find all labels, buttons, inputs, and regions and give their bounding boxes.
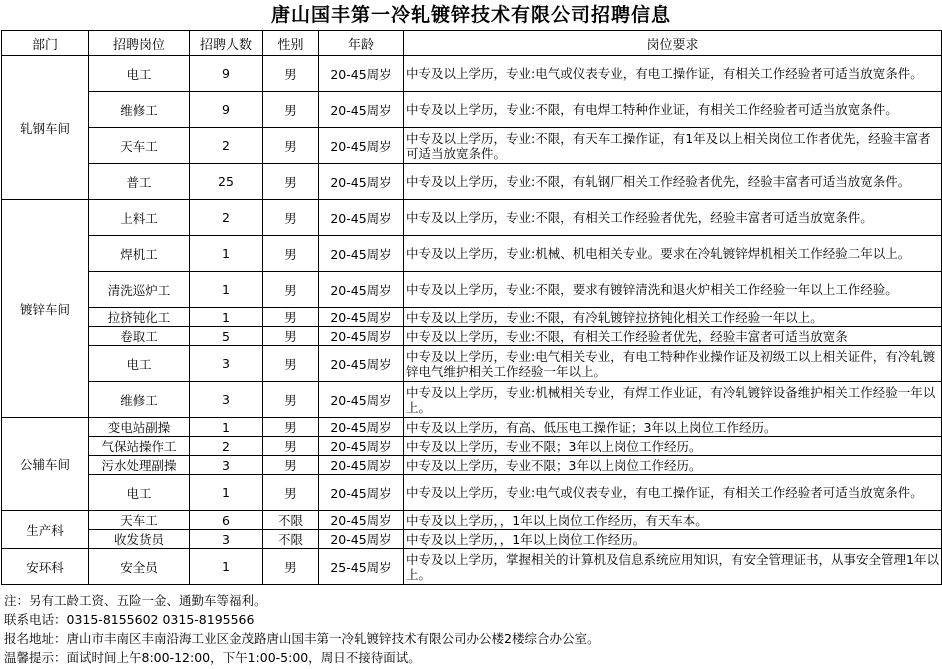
table-row xyxy=(2,511,942,530)
age-cell: 20-45周岁 xyxy=(319,272,404,308)
count-cell: 1 xyxy=(190,475,263,511)
table-body xyxy=(2,56,942,585)
requirement-cell: 中专及以上学历，，1年以上岗位工作经历。 xyxy=(404,530,942,549)
gender-cell: 不限 xyxy=(263,511,319,530)
gender-cell: 男 xyxy=(263,418,319,437)
gender-cell: 男 xyxy=(263,308,319,327)
gender-cell: 男 xyxy=(263,382,319,418)
age-cell: 20-45周岁 xyxy=(319,475,404,511)
gender-cell: 男 xyxy=(263,327,319,346)
gender-cell: 男 xyxy=(263,236,319,272)
age-cell: 25-45周岁 xyxy=(319,549,404,585)
count-cell: 25 xyxy=(190,164,263,200)
age-cell: 20-45周岁 xyxy=(319,164,404,200)
gender-cell: 男 xyxy=(263,56,319,92)
age-cell: 20-45周岁 xyxy=(319,128,404,164)
post-cell: 焊机工 xyxy=(89,236,190,272)
recruitment-table xyxy=(1,30,942,585)
note-line: 注：另有工龄工资、五险一金、通勤车等福利。 xyxy=(4,593,267,608)
header-count: 招聘人数 xyxy=(190,31,263,56)
count-cell: 5 xyxy=(190,327,263,346)
age-cell: 20-45周岁 xyxy=(319,346,404,382)
note-line: 报名地址：唐山市丰南区丰南沿海工业区金茂路唐山国丰第一冷轧镀锌技术有限公司办公楼2楼综合办公室。 xyxy=(4,631,600,646)
note-line: 温馨提示：面试时间上午8:00-12:00，下午1:00-5:00，周日不接待面试。 xyxy=(4,650,421,665)
header-department: 部门 xyxy=(2,31,89,56)
count-cell: 3 xyxy=(190,382,263,418)
page-title: 唐山国丰第一冷轧镀锌技术有限公司招聘信息 xyxy=(270,4,671,26)
gender-cell: 男 xyxy=(263,549,319,585)
age-cell: 20-45周岁 xyxy=(319,308,404,327)
post-cell: 清洗巡炉工 xyxy=(89,272,190,308)
post-cell: 电工 xyxy=(89,475,190,511)
table-row xyxy=(2,92,942,128)
post-cell: 上料工 xyxy=(89,200,190,236)
department-cell: 公辅车间 xyxy=(2,418,89,511)
age-cell: 20-45周岁 xyxy=(319,418,404,437)
age-cell: 20-45周岁 xyxy=(319,382,404,418)
requirement-cell: 中专及以上学历，专业:不限，要求有镀锌清洗和退火炉相关工作经验一年以上工作经验。 xyxy=(404,272,942,308)
department-cell: 镀锌车间 xyxy=(2,200,89,418)
table-row xyxy=(2,456,942,475)
table-row xyxy=(2,327,942,346)
gender-cell: 男 xyxy=(263,200,319,236)
post-cell: 维修工 xyxy=(89,92,190,128)
count-cell: 1 xyxy=(190,272,263,308)
requirement-cell: 中专及以上学历，专业:电气或仪表专业，有电工操作证，有相关工作经验者可适当放宽条件。 xyxy=(404,56,942,92)
table-row xyxy=(2,164,942,200)
age-cell: 20-45周岁 xyxy=(319,92,404,128)
table-row xyxy=(2,308,942,327)
age-cell: 20-45周岁 xyxy=(319,236,404,272)
gender-cell: 不限 xyxy=(263,530,319,549)
requirement-cell: 中专及以上学历，专业:不限，有电焊工特种作业证，有相关工作经验者可适当放宽条件。 xyxy=(404,92,942,128)
age-cell: 20-45周岁 xyxy=(319,511,404,530)
department-cell: 生产科 xyxy=(2,511,89,549)
post-cell: 维修工 xyxy=(89,382,190,418)
age-cell: 20-45周岁 xyxy=(319,456,404,475)
table-row xyxy=(2,475,942,511)
post-cell: 电工 xyxy=(89,56,190,92)
age-cell: 20-45周岁 xyxy=(319,56,404,92)
post-cell: 安全员 xyxy=(89,549,190,585)
table-header-row xyxy=(2,31,942,56)
notes-section xyxy=(0,591,942,667)
header-age: 年龄 xyxy=(319,31,404,56)
table-row xyxy=(2,272,942,308)
requirement-cell: 中专及以上学历，专业:电气相关专业，有电工特种作业操作证及初级工以上相关证件，有冷轧镀锌电气维护相关工作经验一年以上。 xyxy=(404,346,942,382)
post-cell: 普工 xyxy=(89,164,190,200)
header-gender: 性别 xyxy=(263,31,319,56)
requirement-cell: 中专及以上学历，掌握相关的计算机及信息系统应用知识，有安全管理证书，从事安全管理1年以上。 xyxy=(404,549,942,585)
post-cell: 收发货员 xyxy=(89,530,190,549)
requirement-cell: 中专及以上学历，专业:机械相关专业，有焊工作业证，有冷轧镀锌设备维护相关工作经验一年以上。 xyxy=(404,382,942,418)
gender-cell: 男 xyxy=(263,475,319,511)
age-cell: 20-45周岁 xyxy=(319,530,404,549)
count-cell: 3 xyxy=(190,456,263,475)
header-post: 招聘岗位 xyxy=(89,31,190,56)
gender-cell: 男 xyxy=(263,164,319,200)
table-row xyxy=(2,549,942,585)
count-cell: 3 xyxy=(190,530,263,549)
gender-cell: 男 xyxy=(263,437,319,456)
requirement-cell: 中专及以上学历，专业:不限，有天车工操作证，有1年及以上相关岗位工作者优先，经验丰富者可适当放宽条件。 xyxy=(404,128,942,164)
requirement-cell: 中专及以上学历，专业:不限，有相关工作经验者优先，经验丰富者可适当放宽条件。 xyxy=(404,200,942,236)
department-cell: 轧钢车间 xyxy=(2,56,89,200)
gender-cell: 男 xyxy=(263,128,319,164)
table-row xyxy=(2,418,942,437)
gender-cell: 男 xyxy=(263,92,319,128)
age-cell: 20-45周岁 xyxy=(319,200,404,236)
requirement-cell: 中专及以上学历，有高、低压电工操作证；3年以上岗位工作经历。 xyxy=(404,418,942,437)
age-cell: 20-45周岁 xyxy=(319,437,404,456)
department-cell: 安环科 xyxy=(2,549,89,585)
post-cell: 污水处理副操 xyxy=(89,456,190,475)
post-cell: 电工 xyxy=(89,346,190,382)
header-requirement: 岗位要求 xyxy=(404,31,942,56)
post-cell: 卷取工 xyxy=(89,327,190,346)
table-row xyxy=(2,382,942,418)
count-cell: 1 xyxy=(190,308,263,327)
post-cell: 气保站操作工 xyxy=(89,437,190,456)
count-cell: 2 xyxy=(190,437,263,456)
requirement-cell: 中专及以上学历，，1年以上岗位工作经历，有天车本。 xyxy=(404,511,942,530)
table-row xyxy=(2,346,942,382)
requirement-cell: 中专及以上学历，专业:机械、机电相关专业。要求在冷轧镀锌焊机相关工作经验二年以上。 xyxy=(404,236,942,272)
age-cell: 20-45周岁 xyxy=(319,327,404,346)
count-cell: 9 xyxy=(190,92,263,128)
table-row xyxy=(2,200,942,236)
table-row xyxy=(2,530,942,549)
gender-cell: 男 xyxy=(263,456,319,475)
post-cell: 变电站副操 xyxy=(89,418,190,437)
table-row xyxy=(2,128,942,164)
requirement-cell: 中专及以上学历，专业不限；3年以上岗位工作经历。 xyxy=(404,456,942,475)
count-cell: 3 xyxy=(190,346,263,382)
requirement-cell: 中专及以上学历，专业:不限，有轧钢厂相关工作经验者优先，经验丰富者可适当放宽条件。 xyxy=(404,164,942,200)
requirement-cell: 中专及以上学历，专业:不限，有冷轧镀锌拉挤钝化相关工作经验一年以上。 xyxy=(404,308,942,327)
post-cell: 拉挤钝化工 xyxy=(89,308,190,327)
post-cell: 天车工 xyxy=(89,128,190,164)
table-row xyxy=(2,437,942,456)
count-cell: 2 xyxy=(190,128,263,164)
note-line: 联系电话：0315-8155602 0315-8195566 xyxy=(4,612,255,627)
table-row xyxy=(2,56,942,92)
gender-cell: 男 xyxy=(263,346,319,382)
table-row xyxy=(2,236,942,272)
gender-cell: 男 xyxy=(263,272,319,308)
count-cell: 1 xyxy=(190,236,263,272)
count-cell: 2 xyxy=(190,200,263,236)
post-cell: 天车工 xyxy=(89,511,190,530)
count-cell: 9 xyxy=(190,56,263,92)
requirement-cell: 中专及以上学历，专业不限；3年以上岗位工作经历。 xyxy=(404,437,942,456)
requirement-cell: 中专及以上学历，专业:电气或仪表专业，有电工操作证，有相关工作经验者可适当放宽条件。 xyxy=(404,475,942,511)
requirement-cell: 中专及以上学历，专业:不限，有相关工作经验者优先，经验丰富者可适当放宽条 xyxy=(404,327,942,346)
count-cell: 1 xyxy=(190,418,263,437)
count-cell: 1 xyxy=(190,549,263,585)
count-cell: 6 xyxy=(190,511,263,530)
